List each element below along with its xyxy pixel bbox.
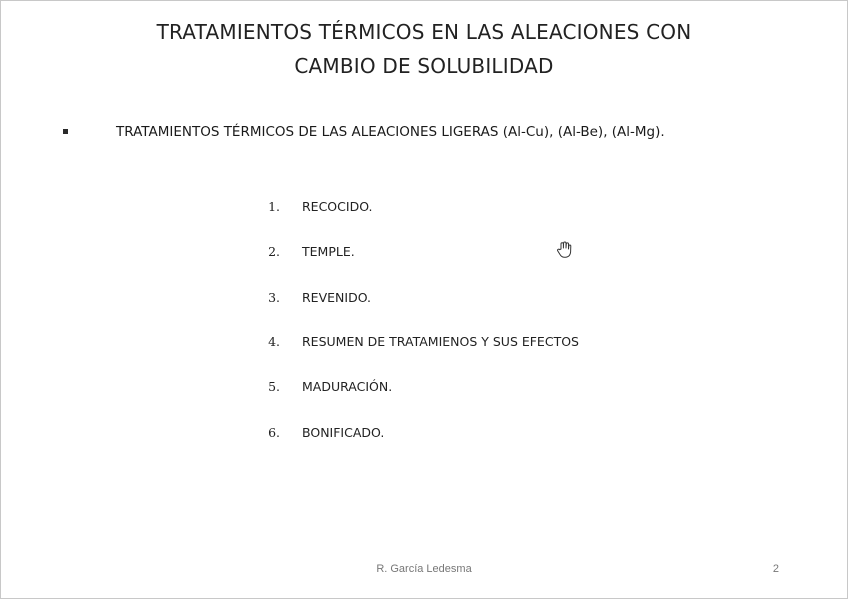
list-item-label: TEMPLE. xyxy=(302,244,355,259)
bullet-item xyxy=(1,120,847,146)
list-item-recocido[interactable] xyxy=(1,194,847,220)
list-item-label: REVENIDO. xyxy=(302,290,372,305)
hand-cursor-icon xyxy=(556,241,572,259)
list-item-label: RECOCIDO. xyxy=(302,199,373,214)
list-item-number: 6. xyxy=(268,425,280,440)
list-item-number: 5. xyxy=(268,379,280,394)
slide-title-line-2: CAMBIO DE SOLUBILIDAD xyxy=(294,54,554,78)
list-item-resumen[interactable] xyxy=(1,329,847,355)
list-item-label: BONIFICADO. xyxy=(302,425,385,440)
footer-author: R. García Ledesma xyxy=(376,563,472,575)
slide-title-line-1: TRATAMIENTOS TÉRMICOS EN LAS ALEACIONES CON xyxy=(156,20,692,44)
list-item-revenido[interactable] xyxy=(1,285,847,311)
list-item-number: 3. xyxy=(268,290,280,305)
page-number: 2 xyxy=(772,563,779,575)
list-item-number: 2. xyxy=(268,244,280,259)
list-item-maduracion[interactable] xyxy=(1,374,847,400)
bullet-text: TRATAMIENTOS TÉRMICOS DE LAS ALEACIONES LIGERAS (Al-Cu), (Al-Be), (Al-Mg). xyxy=(116,124,665,140)
square-bullet-icon xyxy=(63,129,68,134)
list-item-bonificado[interactable] xyxy=(1,420,847,446)
slide-title xyxy=(1,15,847,83)
list-item-temple[interactable] xyxy=(1,239,847,265)
list-item-label: MADURACIÓN. xyxy=(302,379,393,394)
list-item-number: 1. xyxy=(268,199,280,214)
list-item-number: 4. xyxy=(268,334,280,349)
list-item-label: RESUMEN DE TRATAMIENOS Y SUS EFECTOS xyxy=(302,334,579,349)
